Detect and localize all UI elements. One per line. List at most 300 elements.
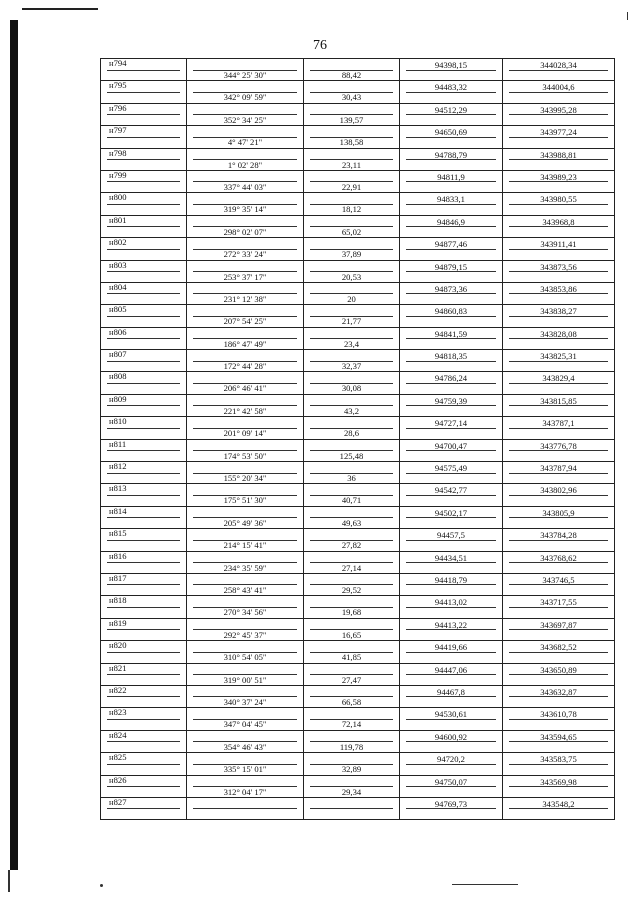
y-coordinate: 343977,24 <box>540 127 577 138</box>
point-label: н803 <box>109 259 127 270</box>
distance-cell <box>304 372 400 394</box>
distance-cell <box>304 529 400 551</box>
point-cell <box>101 238 187 260</box>
cell-underline <box>509 473 608 474</box>
cell-underline <box>509 338 608 339</box>
distance-cell <box>304 775 400 797</box>
x-cell <box>400 618 503 640</box>
cell-underline <box>509 159 608 160</box>
cell-underline <box>310 450 393 451</box>
cell-underline <box>310 741 393 742</box>
y-cell <box>503 350 615 372</box>
y-cell <box>503 260 615 282</box>
x-coordinate: 94788,79 <box>434 149 468 160</box>
cell-underline <box>406 607 496 608</box>
point-label: н814 <box>109 505 127 516</box>
point-cell <box>101 753 187 775</box>
cell-underline <box>406 405 496 406</box>
distance-cell <box>304 193 400 215</box>
cell-underline <box>193 249 297 250</box>
distance-value: 139,57 <box>339 114 364 125</box>
point-cell <box>101 730 187 752</box>
y-cell <box>503 753 615 775</box>
cell-underline <box>193 428 297 429</box>
point-cell <box>101 462 187 484</box>
x-coordinate: 94727,14 <box>434 418 468 429</box>
cell-underline <box>406 226 496 227</box>
point-cell <box>101 148 187 170</box>
angle-cell <box>187 439 304 461</box>
distance-value: 32,37 <box>341 361 362 372</box>
y-coordinate: 343829,4 <box>542 373 575 384</box>
y-cell <box>503 193 615 215</box>
point-label: н805 <box>109 304 127 315</box>
direction-angle: 206° 46' 41" <box>223 383 267 394</box>
y-cell <box>503 327 615 349</box>
cell-underline <box>310 361 393 362</box>
x-cell <box>400 775 503 797</box>
direction-angle: 1° 02' 28" <box>227 159 263 170</box>
y-coordinate: 343768,62 <box>540 552 577 563</box>
x-cell <box>400 551 503 573</box>
distance-cell <box>304 685 400 707</box>
y-coordinate: 344028,34 <box>540 60 577 70</box>
x-cell <box>400 439 503 461</box>
distance-value: 29,34 <box>341 786 362 797</box>
y-cell <box>503 462 615 484</box>
x-coordinate: 94419,66 <box>434 642 468 653</box>
x-cell <box>400 506 503 528</box>
distance-cell <box>304 215 400 237</box>
x-coordinate: 94720,2 <box>437 754 465 765</box>
y-coordinate: 343682,52 <box>540 642 577 653</box>
cell-underline <box>406 114 496 115</box>
cell-underline <box>107 652 180 653</box>
point-cell <box>101 215 187 237</box>
point-label: н794 <box>109 58 127 68</box>
distance-cell <box>304 350 400 372</box>
cell-underline <box>406 338 496 339</box>
y-cell <box>503 730 615 752</box>
x-coordinate: 94811,9 <box>437 171 465 182</box>
y-cell <box>503 618 615 640</box>
cell-underline <box>406 764 496 765</box>
y-coordinate: 343650,89 <box>540 664 577 675</box>
cell-underline <box>310 181 393 182</box>
y-coordinate: 343989,23 <box>540 171 577 182</box>
distance-value: 72,14 <box>341 719 362 730</box>
x-coordinate: 94750,07 <box>434 776 468 787</box>
x-coordinate: 94457,5 <box>437 530 465 541</box>
y-coordinate: 343802,96 <box>540 485 577 496</box>
cell-underline <box>107 226 180 227</box>
cell-underline <box>193 338 297 339</box>
cell-underline <box>310 652 393 653</box>
direction-angle: 201° 09' 14" <box>223 428 267 439</box>
y-coordinate: 344004,6 <box>542 82 575 93</box>
direction-angle: 298° 02' 07" <box>223 226 267 237</box>
point-cell <box>101 59 187 81</box>
y-cell <box>503 394 615 416</box>
x-coordinate: 94512,29 <box>434 104 468 115</box>
point-cell <box>101 170 187 192</box>
direction-angle: 352° 34' 25" <box>223 114 267 125</box>
angle-cell <box>187 529 304 551</box>
y-coordinate: 343825,31 <box>540 351 577 362</box>
cell-underline <box>310 338 393 339</box>
direction-angle: 253° 37' 17" <box>223 271 267 282</box>
cell-underline <box>310 204 393 205</box>
angle-cell <box>187 641 304 663</box>
cell-underline <box>509 696 608 697</box>
cell-underline <box>509 652 608 653</box>
cell-underline <box>310 764 393 765</box>
y-cell <box>503 282 615 304</box>
cell-underline <box>406 181 496 182</box>
x-coordinate: 94879,15 <box>434 261 468 272</box>
cell-underline <box>107 450 180 451</box>
point-label: н798 <box>109 147 127 158</box>
table-row <box>101 618 615 640</box>
y-coordinate: 343717,55 <box>540 597 577 608</box>
cell-underline <box>193 786 297 787</box>
x-coordinate: 94700,47 <box>434 440 468 451</box>
table-row <box>101 327 615 349</box>
cell-underline <box>406 249 496 250</box>
cell-underline <box>509 517 608 518</box>
distance-cell <box>304 462 400 484</box>
cell-underline <box>193 271 297 272</box>
cell-underline <box>193 584 297 585</box>
x-coordinate: 94650,69 <box>434 127 468 138</box>
cell-underline <box>509 249 608 250</box>
y-cell <box>503 439 615 461</box>
distance-cell <box>304 484 400 506</box>
y-cell <box>503 59 615 81</box>
angle-cell <box>187 81 304 103</box>
cell-underline <box>406 696 496 697</box>
x-cell <box>400 573 503 595</box>
x-coordinate: 94877,46 <box>434 239 468 250</box>
y-coordinate: 343838,27 <box>540 306 577 317</box>
cell-underline <box>193 764 297 765</box>
cell-underline <box>107 629 180 630</box>
y-coordinate: 343583,75 <box>540 754 577 765</box>
x-cell <box>400 462 503 484</box>
cell-underline <box>406 450 496 451</box>
cell-underline <box>193 70 297 71</box>
cell-underline <box>107 764 180 765</box>
distance-cell <box>304 417 400 439</box>
cell-underline <box>193 181 297 182</box>
table-row <box>101 81 615 103</box>
y-coordinate: 343776,78 <box>540 440 577 451</box>
table-row <box>101 170 615 192</box>
y-cell <box>503 484 615 506</box>
distance-cell <box>304 641 400 663</box>
cell-underline <box>107 808 180 809</box>
cell-underline <box>310 607 393 608</box>
x-coordinate: 94818,35 <box>434 351 468 362</box>
cell-underline <box>406 473 496 474</box>
distance-value: 27,14 <box>341 562 362 573</box>
table-row <box>101 797 615 819</box>
direction-angle: 292° 45' 37" <box>223 629 267 640</box>
distance-value: 30,08 <box>341 383 362 394</box>
cell-underline <box>107 517 180 518</box>
y-cell <box>503 775 615 797</box>
x-coordinate: 94769,73 <box>434 798 468 809</box>
angle-cell <box>187 260 304 282</box>
cell-underline <box>406 808 496 809</box>
cell-underline <box>107 181 180 182</box>
angle-cell <box>187 573 304 595</box>
direction-angle: 319° 00' 51" <box>223 674 267 685</box>
cell-underline <box>107 562 180 563</box>
y-coordinate: 343787,1 <box>542 418 575 429</box>
y-coordinate: 343853,86 <box>540 283 577 294</box>
x-coordinate: 94483,32 <box>434 82 468 93</box>
cell-underline <box>406 517 496 518</box>
x-cell <box>400 305 503 327</box>
point-cell <box>101 394 187 416</box>
cell-underline <box>193 226 297 227</box>
angle-cell <box>187 618 304 640</box>
cell-underline <box>406 674 496 675</box>
y-cell <box>503 529 615 551</box>
cell-underline <box>310 584 393 585</box>
x-cell <box>400 282 503 304</box>
distance-value: 22,91 <box>341 181 362 192</box>
x-coordinate: 94841,59 <box>434 328 468 339</box>
point-cell <box>101 797 187 819</box>
distance-cell <box>304 730 400 752</box>
y-coordinate: 343988,81 <box>540 149 577 160</box>
y-coordinate: 343911,41 <box>540 239 577 250</box>
direction-angle: 344° 25' 30" <box>223 70 267 80</box>
direction-angle: 174° 53' 50" <box>223 450 267 461</box>
cell-underline <box>107 383 180 384</box>
direction-angle: 354° 46' 43" <box>223 741 267 752</box>
distance-cell <box>304 663 400 685</box>
table-row <box>101 215 615 237</box>
cell-underline <box>310 405 393 406</box>
x-cell <box>400 596 503 618</box>
x-coordinate: 94467,8 <box>437 686 465 697</box>
y-cell <box>503 305 615 327</box>
point-label: н824 <box>109 729 127 740</box>
cell-underline <box>509 741 608 742</box>
point-label: н812 <box>109 461 127 472</box>
point-cell <box>101 573 187 595</box>
direction-angle: 231° 12' 38" <box>223 293 267 304</box>
distance-value: 23,11 <box>341 159 362 170</box>
table-row <box>101 394 615 416</box>
angle-cell <box>187 148 304 170</box>
cell-underline <box>107 114 180 115</box>
point-label: н823 <box>109 707 127 718</box>
x-coordinate: 94786,24 <box>434 373 468 384</box>
scan-edge-mark <box>8 870 10 892</box>
cell-underline <box>406 495 496 496</box>
cell-underline <box>310 70 393 71</box>
distance-cell <box>304 282 400 304</box>
cell-underline <box>310 159 393 160</box>
x-cell <box>400 215 503 237</box>
cell-underline <box>193 473 297 474</box>
point-cell <box>101 327 187 349</box>
cell-underline <box>310 562 393 563</box>
x-cell <box>400 641 503 663</box>
point-label: н817 <box>109 572 127 583</box>
cell-underline <box>310 316 393 317</box>
cell-underline <box>107 495 180 496</box>
cell-underline <box>107 741 180 742</box>
x-coordinate: 94542,77 <box>434 485 468 496</box>
cell-underline <box>107 696 180 697</box>
x-coordinate: 94846,9 <box>437 216 465 227</box>
table-row <box>101 641 615 663</box>
distance-value: 18,12 <box>341 204 362 215</box>
point-label: н804 <box>109 281 127 292</box>
cell-underline <box>193 361 297 362</box>
y-cell <box>503 685 615 707</box>
angle-cell <box>187 59 304 81</box>
y-coordinate: 343784,28 <box>540 530 577 541</box>
cell-underline <box>193 137 297 138</box>
direction-angle: 272° 33' 24" <box>223 249 267 260</box>
x-coordinate: 94434,51 <box>434 552 468 563</box>
x-cell <box>400 685 503 707</box>
y-coordinate: 343697,87 <box>540 619 577 630</box>
angle-cell <box>187 506 304 528</box>
distance-cell <box>304 573 400 595</box>
distance-value: 16,65 <box>341 629 362 640</box>
distance-value: 65,02 <box>341 226 362 237</box>
table-row <box>101 596 615 618</box>
point-label: н821 <box>109 662 127 673</box>
cell-underline <box>107 719 180 720</box>
direction-angle: 205° 49' 36" <box>223 517 267 528</box>
cell-underline <box>107 361 180 362</box>
scan-corner-mark <box>627 12 628 20</box>
cell-underline <box>509 226 608 227</box>
point-cell <box>101 305 187 327</box>
y-coordinate: 343968,8 <box>542 216 575 227</box>
y-coordinate: 343569,98 <box>540 776 577 787</box>
angle-cell <box>187 215 304 237</box>
cell-underline <box>406 92 496 93</box>
coordinates-table <box>100 58 615 820</box>
table-row <box>101 126 615 148</box>
point-cell <box>101 663 187 685</box>
x-cell <box>400 126 503 148</box>
table-row <box>101 417 615 439</box>
cell-underline <box>193 383 297 384</box>
x-cell <box>400 260 503 282</box>
angle-cell <box>187 462 304 484</box>
cell-underline <box>107 271 180 272</box>
cell-underline <box>193 696 297 697</box>
cell-underline <box>310 473 393 474</box>
x-cell <box>400 148 503 170</box>
point-label: н806 <box>109 326 127 337</box>
y-coordinate: 343632,87 <box>540 686 577 697</box>
cell-underline <box>107 70 180 71</box>
cell-underline <box>310 719 393 720</box>
cell-underline <box>107 92 180 93</box>
x-coordinate: 94413,22 <box>434 619 468 630</box>
direction-angle: 207° 54' 25" <box>223 316 267 327</box>
y-coordinate: 343828,08 <box>540 328 577 339</box>
cell-underline <box>509 674 608 675</box>
distance-value: 36 <box>347 473 356 484</box>
point-cell <box>101 126 187 148</box>
direction-angle: 186° 47' 49" <box>223 338 267 349</box>
angle-cell <box>187 484 304 506</box>
cell-underline <box>193 719 297 720</box>
cell-underline <box>509 562 608 563</box>
x-coordinate: 94502,17 <box>434 507 468 518</box>
point-label: н809 <box>109 393 127 404</box>
angle-cell <box>187 305 304 327</box>
x-cell <box>400 394 503 416</box>
point-label: н795 <box>109 80 127 91</box>
cell-underline <box>107 338 180 339</box>
cell-underline <box>310 114 393 115</box>
angle-cell <box>187 126 304 148</box>
cell-underline <box>107 204 180 205</box>
distance-value: 23,4 <box>343 338 360 349</box>
table-row <box>101 238 615 260</box>
y-coordinate: 343610,78 <box>540 709 577 720</box>
cell-underline <box>406 786 496 787</box>
point-cell <box>101 708 187 730</box>
x-cell <box>400 484 503 506</box>
distance-value: 66,58 <box>341 696 362 707</box>
direction-angle: 172° 44' 28" <box>223 361 267 372</box>
cell-underline <box>193 517 297 518</box>
y-coordinate: 343594,65 <box>540 731 577 742</box>
point-cell <box>101 417 187 439</box>
angle-cell <box>187 103 304 125</box>
cell-underline <box>193 316 297 317</box>
cell-underline <box>193 562 297 563</box>
cell-underline <box>509 786 608 787</box>
y-cell <box>503 81 615 103</box>
point-label: н826 <box>109 774 127 785</box>
point-cell <box>101 506 187 528</box>
cell-underline <box>310 696 393 697</box>
x-coordinate: 94833,1 <box>437 194 465 205</box>
distance-cell <box>304 394 400 416</box>
cell-underline <box>509 719 608 720</box>
point-label: н811 <box>109 438 127 449</box>
y-cell <box>503 551 615 573</box>
scan-dot <box>100 884 103 887</box>
cell-underline <box>310 495 393 496</box>
cell-underline <box>406 584 496 585</box>
point-cell <box>101 439 187 461</box>
distance-cell <box>304 797 400 819</box>
table-row <box>101 753 615 775</box>
distance-value: 125,48 <box>339 450 364 461</box>
cell-underline <box>406 629 496 630</box>
y-cell <box>503 506 615 528</box>
table-row <box>101 775 615 797</box>
distance-cell <box>304 103 400 125</box>
distance-value: 29,52 <box>341 584 362 595</box>
